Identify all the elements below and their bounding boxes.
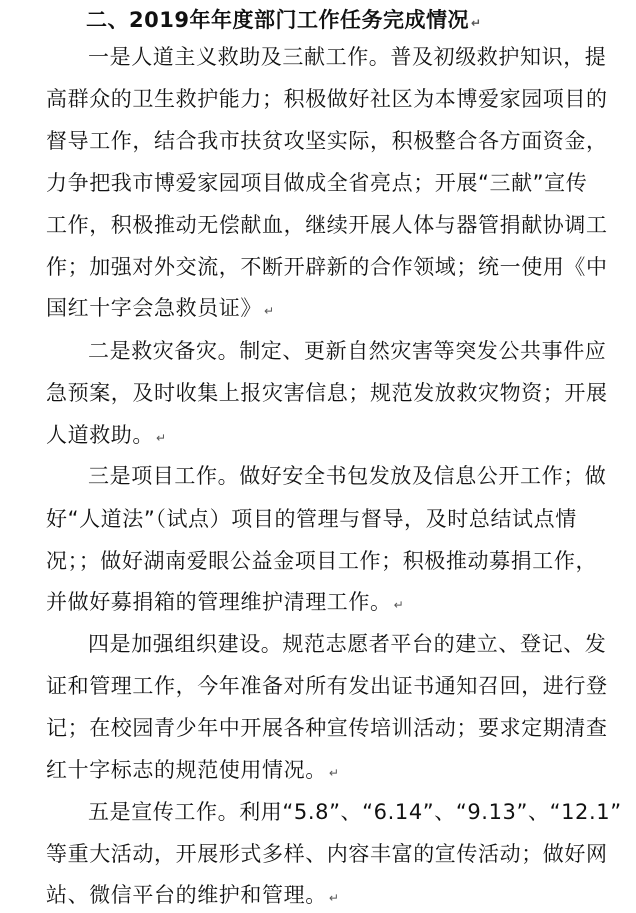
section-heading-text: 二、2019年年度部门工作任务完成情况 [86, 8, 469, 32]
paragraph-line: 四是加强组织建设。规范志愿者平台的建立、登记、发 [88, 632, 607, 656]
paragraph-last-line [46, 880, 339, 913]
paragraph-line: 三是项目工作。做好安全书包发放及信息公开工作；做 [88, 464, 607, 488]
paragraph-line-text: 站、微信平台的维护和管理。 [46, 883, 327, 907]
paragraph-line: 急预案，及时收集上报灾害信息；规范发放救灾物资；开展 [46, 381, 608, 405]
paragraph-line: 二是救灾备灾。制定、更新自然灾害等突发公共事件应 [88, 339, 607, 363]
paragraph-last-line [46, 587, 404, 620]
paragraph-mark-icon: ↵ [470, 16, 482, 30]
paragraph-line: 督导工作，结合我市扶贫攻坚实际，积极整合各方面资金， [46, 129, 608, 153]
paragraph-line: 五是宣传工作。利用“5.8”、“6.14”、“9.13”、“12.1” [88, 800, 622, 824]
paragraph-line: 况；；做好湖南爱眼公益金项目工作；积极推动募捐工作， [46, 549, 598, 573]
paragraph-mark-icon: ↵ [264, 304, 275, 318]
paragraph-line: 等重大活动，开展形式多样、内容丰富的宣传活动；做好网 [46, 842, 608, 866]
paragraph-line: 一是人道主义救助及三献工作。普及初级救护知识，提 [88, 45, 607, 69]
paragraph-mark-icon: ↵ [328, 766, 340, 780]
paragraph-line-text: 人道救助。 [46, 423, 154, 447]
paragraph-line: 好“人道法”（试点）项目的管理与督导，及时总结试点情 [46, 507, 577, 531]
paragraph-line: 证和管理工作，今年准备对所有发出证书通知召回，进行登 [46, 674, 608, 698]
paragraph-line-text: 并做好募捐箱的管理维护清理工作。 [46, 590, 392, 614]
paragraph-line-text: 红十字标志的规范使用情况。 [46, 758, 327, 782]
paragraph-line: 记；在校园青少年中开展各种宣传培训活动；要求定期清查 [46, 716, 608, 740]
paragraph-line: 高群众的卫生救护能力；积极做好社区为本博爱家园项目的 [46, 87, 608, 111]
paragraph-last-line [46, 755, 339, 788]
paragraph-line-text: 国红十字会急救员证》 [46, 296, 262, 320]
paragraph-mark-icon: ↵ [328, 891, 340, 905]
paragraph-line: 作；加强对外交流，不断开辟新的合作领域；统一使用《中 [46, 255, 608, 279]
paragraph-line: 工作，积极推动无偿献血，继续开展人体与器管捐献协调工 [46, 213, 608, 237]
paragraph-mark-icon: ↵ [393, 598, 405, 612]
paragraph-last-line [46, 420, 167, 453]
paragraph-line: 力争把我市博爱家园项目做成全省亮点；开展“三献”宣传 [46, 171, 588, 195]
paragraph-last-line [46, 293, 275, 326]
paragraph-mark-icon: ↵ [156, 431, 167, 445]
section-heading [86, 6, 482, 37]
